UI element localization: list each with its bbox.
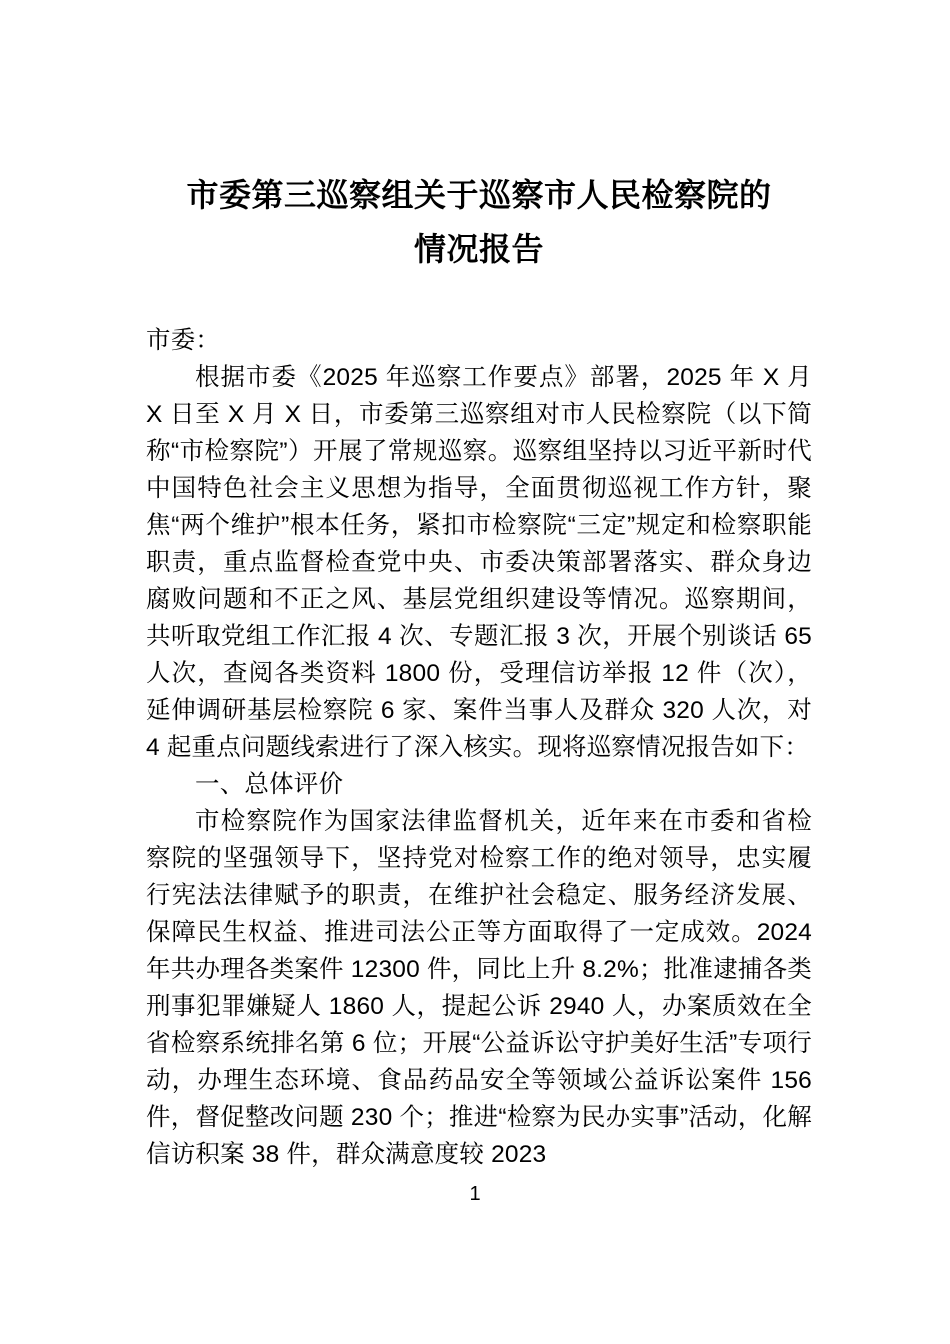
document-body — [146, 0, 812, 1173]
title-line-2: 情况报告 — [413, 231, 544, 267]
title-line-1: 市委第三巡察组关于巡察市人民检察院的 — [186, 177, 772, 213]
page-title — [146, 0, 812, 276]
salutation: 市委： — [146, 327, 221, 354]
paragraph-overall-evaluation: 市检察院作为国家法律监督机关，近年来在市委和省检察院的坚强领导下，坚持党对检察工作的绝对领导，忠实履行宪法法律赋予的职责，在维护社会稳定、服务经济发展、保障民生权益、推进司法公正等方面取得了一定成效。2024 年共办理各类案件 12300 件，同比上升 8.2%；批准逮捕各类刑事犯罪嫌疑人 1860 人，提起公诉 2940 人，办案质效在全省检察系统排名第 6 位；开展“公益诉讼守护美好生活”专项行动，办理生态环境、食品药品安全等领域公益诉讼案件 156 件，督促整改问题 230 个；推进“检察为民办实事”活动，化解信访积案 38 件，群众满意度较 2023 — [146, 808, 812, 1168]
page-number: 1 — [469, 1183, 481, 1205]
paragraph-intro: 根据市委《2025 年巡察工作要点》部署，2025 年 X 月 X 日至 X 月 X 日，市委第三巡察组对市人民检察院（以下简称“市检察院”）开展了常规巡察。巡察组坚持以习近平新时代中国特色社会主义思想为指导，全面贯彻巡视工作方针，聚焦“两个维护”根本任务，紧扣市检察院“三定”规定和检察职能职责，重点监督检查党中央、市委决策部署落实、群众身边腐败问题和不正之风、基层党组织建设等情况。巡察期间，共听取党组工作汇报 4 次、专题汇报 3 次，开展个别谈话 65 人次，查阅各类资料 1800 份，受理信访举报 12 件（次），延伸调研基层检察院 6 家、案件当事人及群众 320 人次，对 4 起重点问题线索进行了深入核实。现将巡察情况报告如下： — [146, 364, 812, 761]
section-heading-overall-evaluation: 一、总体评价 — [195, 771, 344, 798]
